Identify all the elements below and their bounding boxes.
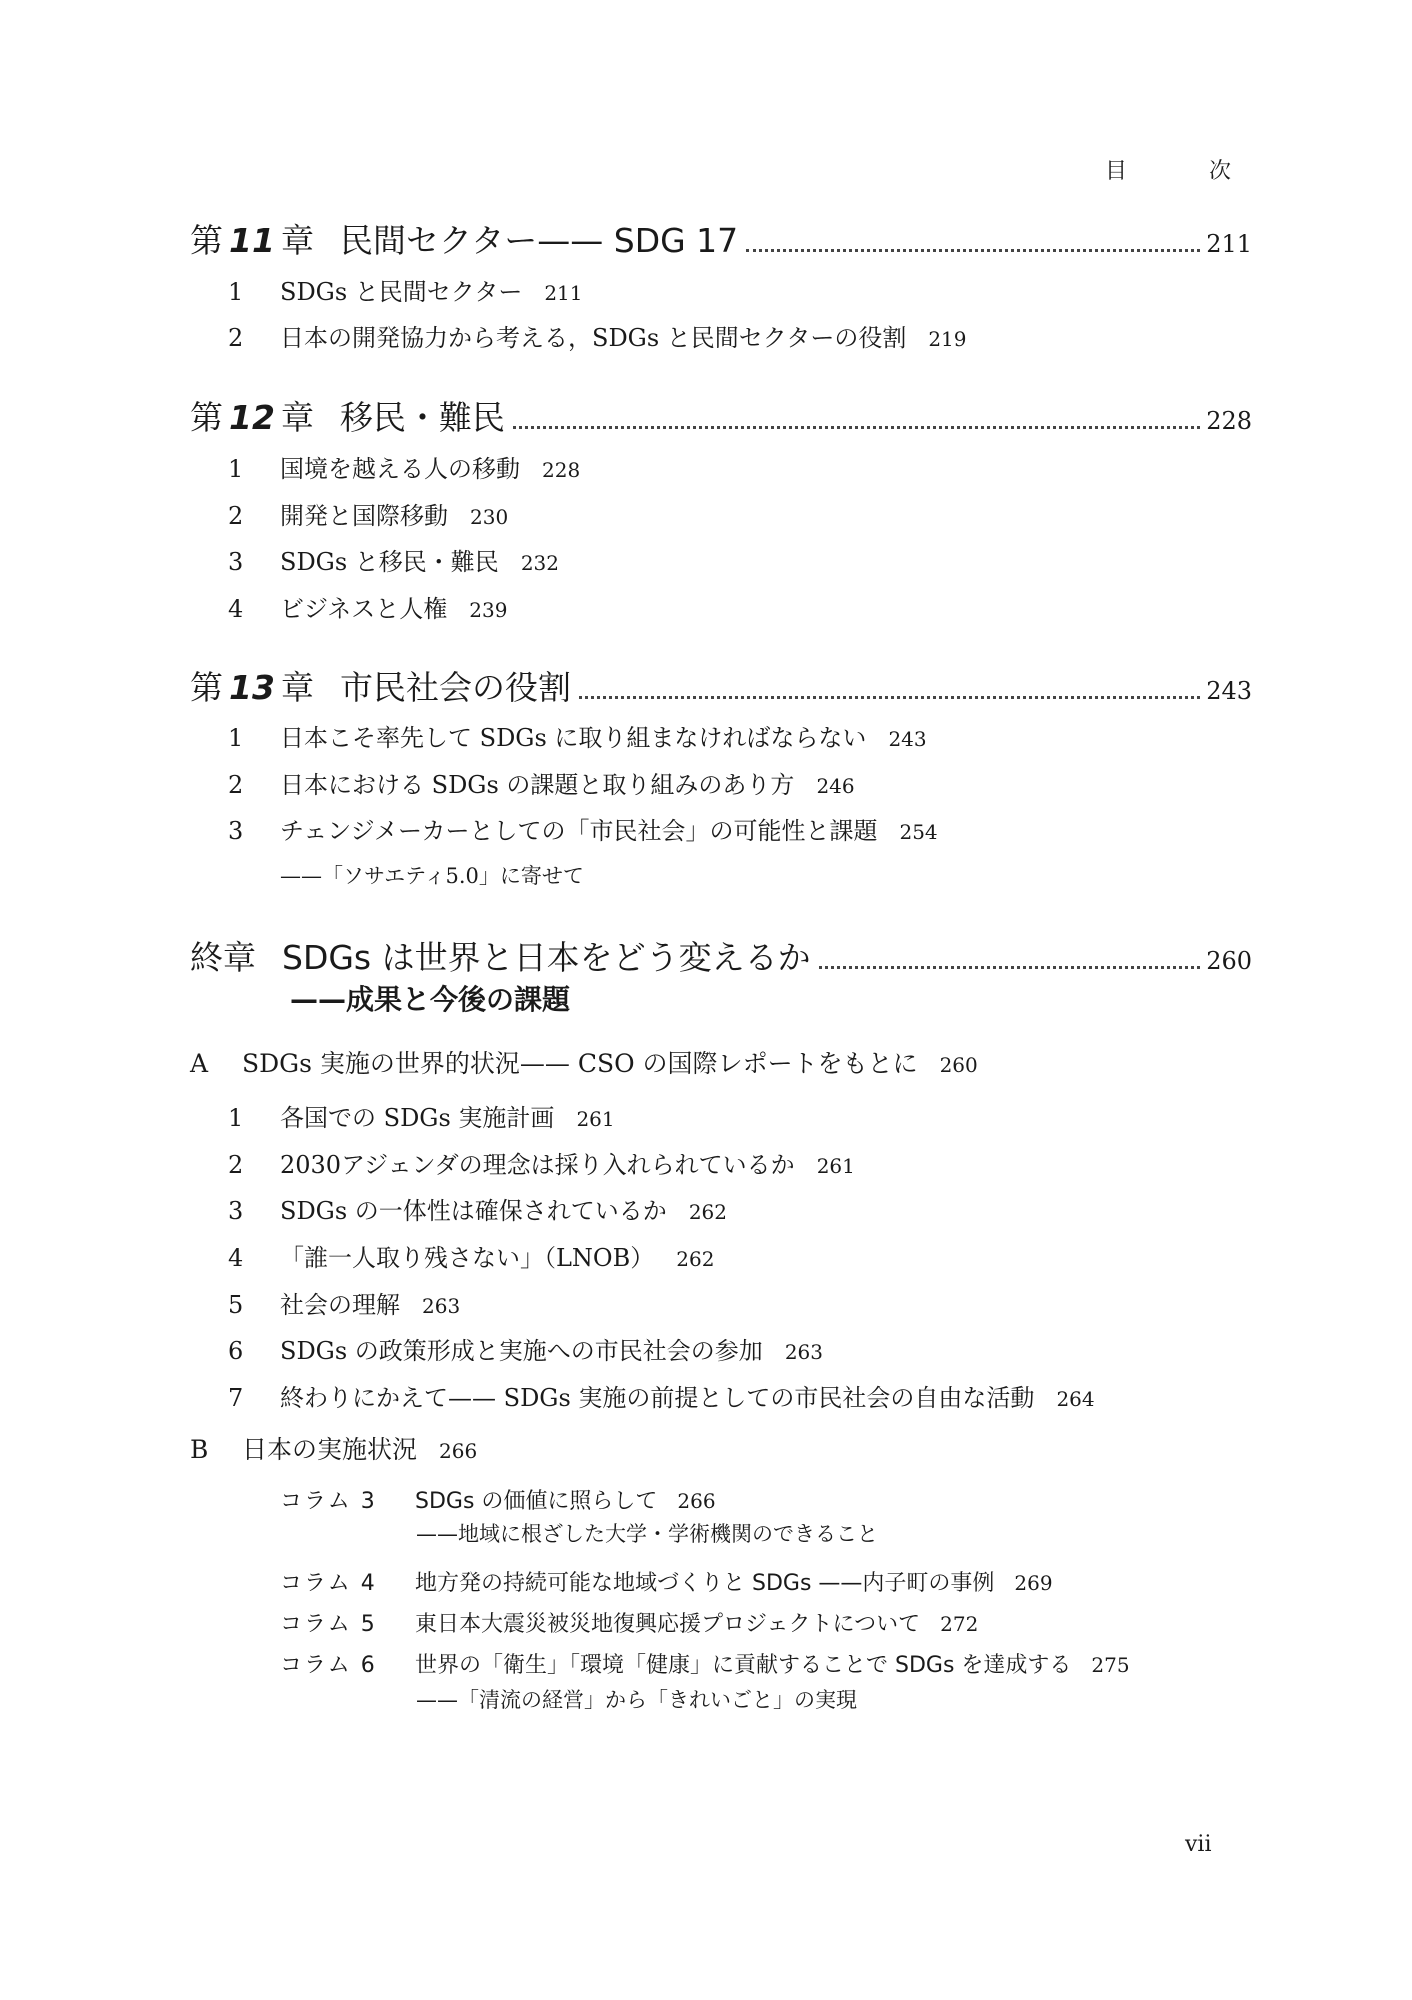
toc-entry[interactable]: 6 SDGs の政策形成と実施への市民社会の参加 263: [228, 1337, 823, 1365]
column-entry[interactable]: コラム 6 世界の「衛生」「環境「健康」に貢献することで SDGs を達成する 275: [280, 1653, 1130, 1678]
toc-entry[interactable]: 1 各国での SDGs 実施計画 261: [228, 1104, 615, 1132]
toc-entry[interactable]: 4 「誰一人取り残さない」（LNOB） 262: [228, 1244, 715, 1272]
chapter-label: 第 13 章: [190, 668, 314, 707]
toc-entry[interactable]: 1 日本こそ率先して SDGs に取り組まなければならない 243: [228, 724, 927, 752]
toc-entry[interactable]: 3 チェンジメーカーとしての「市民社会」の可能性と課題 254: [228, 817, 938, 845]
toc-entry[interactable]: 5 社会の理解 263: [228, 1291, 461, 1319]
running-header: 目 次: [1105, 159, 1262, 184]
toc-entry[interactable]: 2 日本の開発協力から考える，SDGs と民間セクターの役割 219: [228, 324, 967, 352]
part-b-entry[interactable]: B 日本の実施状況 266: [190, 1435, 478, 1464]
column-subtitle: ——「清流の経営」から「きれいごと」の実現: [416, 1688, 857, 1712]
chapter-12-heading[interactable]: [190, 392, 1252, 439]
chapter-page: 211: [1206, 230, 1252, 258]
chapter-title: 民間セクター—— SDG 17: [339, 221, 739, 260]
chapter-11-heading[interactable]: [190, 215, 1252, 262]
final-chapter-heading[interactable]: [190, 932, 1252, 979]
chapter-title: 移民・難民: [339, 398, 505, 437]
dot-leader: [579, 696, 1200, 699]
toc-entry[interactable]: 1 SDGs と民間セクター 211: [228, 278, 583, 306]
chapter-page: 260: [1206, 947, 1252, 975]
toc-entry[interactable]: 2 日本における SDGs の課題と取り組みのあり方 246: [228, 771, 855, 799]
toc-entry[interactable]: 4 ビジネスと人権 239: [228, 595, 508, 623]
column-entry[interactable]: コラム 3 SDGs の価値に照らして 266: [280, 1489, 716, 1514]
chapter-label: 終章: [190, 938, 256, 977]
chapter-title: SDGs は世界と日本をどう変えるか: [282, 938, 811, 977]
part-a-entry[interactable]: A SDGs 実施の世界的状況—— CSO の国際レポートをもとに 260: [190, 1049, 978, 1078]
column-subtitle: ——地域に根ざした大学・学術機関のできること: [416, 1522, 878, 1546]
chapter-page: 243: [1206, 677, 1252, 705]
dot-leader: [746, 249, 1200, 252]
final-chapter-subtitle: ——成果と今後の課題: [290, 983, 571, 1016]
toc-entry[interactable]: 2 2030アジェンダの理念は採り入れられているか 261: [228, 1151, 855, 1179]
chapter-page: 228: [1206, 407, 1252, 435]
column-entry[interactable]: コラム 5 東日本大震災被災地復興応援プロジェクトについて 272: [280, 1612, 979, 1637]
toc-entry[interactable]: 2 開発と国際移動 230: [228, 502, 509, 530]
dot-leader: [513, 426, 1200, 429]
toc-entry[interactable]: 3 SDGs の一体性は確保されているか 262: [228, 1197, 727, 1225]
toc-entry[interactable]: 3 SDGs と移民・難民 232: [228, 548, 559, 576]
column-entry[interactable]: コラム 4 地方発の持続可能な地域づくりと SDGs ——内子町の事例 269: [280, 1571, 1053, 1596]
toc-entry[interactable]: 1 国境を越える人の移動 228: [228, 455, 581, 483]
dot-leader: [819, 966, 1201, 969]
toc-entry[interactable]: 7 終わりにかえて—— SDGs 実施の前提としての市民社会の自由な活動 264: [228, 1384, 1095, 1412]
chapter-label: 第 11 章: [190, 221, 314, 260]
chapter-label: 第 12 章: [190, 398, 314, 437]
toc-entry-subtitle: ——「ソサエティ5.0」に寄せて: [280, 864, 584, 888]
chapter-13-heading[interactable]: [190, 662, 1252, 709]
chapter-title: 市民社会の役割: [339, 668, 571, 707]
page-number: vii: [1185, 1832, 1212, 1857]
